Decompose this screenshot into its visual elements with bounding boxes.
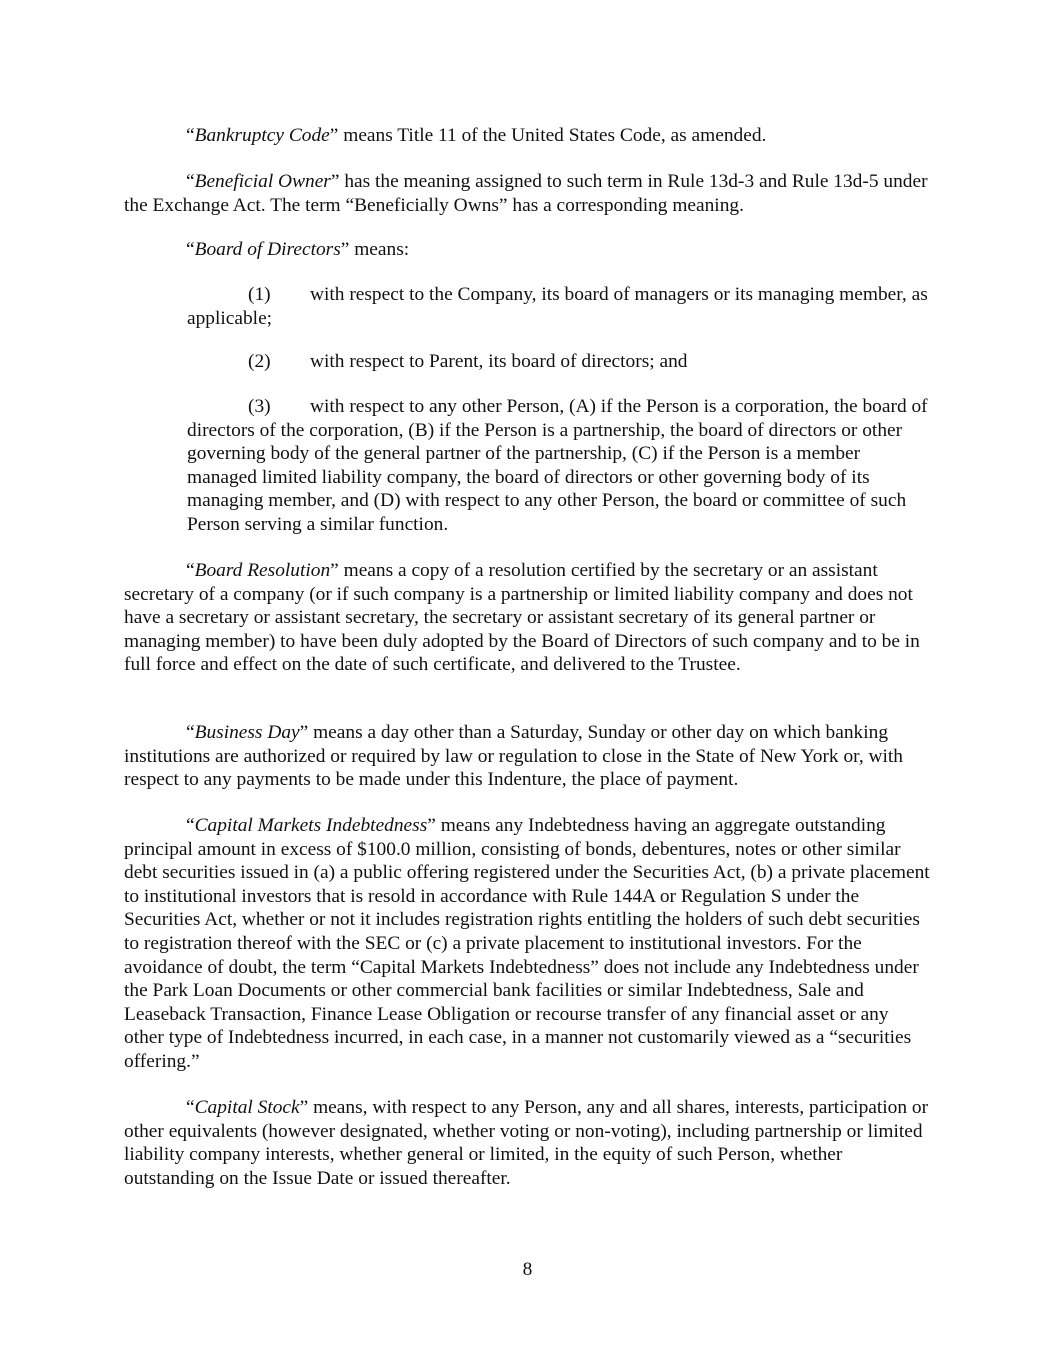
definition-board-of-directors: “Board of Directors” means: [186,239,410,260]
definition-text: means: [349,239,410,260]
definition-bankruptcy-code: “Bankruptcy Code” means Title 11 of the United States Code, as amended. [186,125,767,146]
definition-capital-markets-indebtedness: “Capital Markets Indebtedness” means any Indebtedness having an aggregate outstanding principal amount in excess of $100.0 million, consisting of bonds, debentures, notes or other similar debt securities issued in (a) a public offering registered under the Securities Act, (b) a private placement to institutional investors that is resold in accordance with Rule 144A or Regulation S under the Securities Act, whether or not it includes registration rights entitling the holders of such debt securities to registration thereof with the SEC or (c) a private placement to institutional investors. For the avoidance of doubt, the term “Capital Markets Indebtedness” does not include any Indebtedness under the Park Loan Documents or other commercial bank facilities or similar Indebtedness, Sale and Leaseback Transaction, Finance Lease Obligation or recourse transfer of any financial asset or any other type of Indebtedness incurred, in each case, in a manner not customarily viewed as a “securities offering.” [124,815,930,1072]
defined-term: Board Resolution [194,560,331,581]
definition-beneficial-owner: “Beneficial Owner” has the meaning assigned to such term in Rule 13d-3 and Rule 13d-5 under the Exchange Act. The term “Beneficially Owns” has a corresponding meaning. [124,171,928,216]
definition-text: means any Indebtedness having an aggregate outstanding principal amount in excess of $100.0 million, consisting of bonds, debentures, notes or other similar debt securities issued in (a) a public offering registered under the Securities Act, (b) a private placement to institutional investors that is resold in accordance with Rule 144A or Regulation S under the Securities Act, whether or not it includes registration rights entitling the holders of such debt securities to registration thereof with the SEC or (c) a private placement to institutional investors. For the avoidance of doubt, the term “Capital Markets Indebtedness” does not include any Indebtedness under the Park Loan Documents or other commercial bank facilities or similar Indebtedness, Sale and Leaseback Transaction, Finance Lease Obligation or recourse transfer of any financial asset or any other type of Indebtedness incurred, in each case, in a manner not customarily viewed as a “securities offering.” [124,815,930,1072]
item-number: (1) [248,284,271,305]
board-of-directors-item-2 [187,350,932,374]
item-text: with respect to Parent, its board of directors; and [310,351,688,372]
definition-text: means a day other than a Saturday, Sunday or other day on which banking institutions are authorized or required by law or regulation to close in the State of New York or, with respect to any payments to be made under this Indenture, the place of payment. [124,722,903,791]
item-text: with respect to any other Person, (A) if the Person is a corporation, the board of directors of the corporation, (B) if the Person is a partnership, the board of directors or other governing body of the general partner of the partnership, (C) if the Person is a member managed limited liability company, the board of directors or other governing body of its managing member, and (D) with respect to any other Person, the board or committee of such Person serving a similar function. [187,396,928,535]
defined-term: Business Day [194,722,300,743]
defined-term: Board of Directors [194,239,341,260]
defined-term: Capital Markets Indebtedness [194,815,428,836]
defined-term: Bankruptcy Code [194,125,330,146]
definition-board-resolution: “Board Resolution” means a copy of a resolution certified by the secretary or an assistant secretary of a company (or if such company is a partnership or limited liability company and does not have a secretary or assistant secretary, the secretary or assistant secretary of its general partner or managing member) to have been duly adopted by the Board of Directors of such company and to be in full force and effect on the date of such certificate, and delivered to the Trustee. [124,560,920,676]
page-number: 8 [522,1259,533,1280]
defined-term: Capital Stock [194,1097,300,1118]
definition-capital-stock: “Capital Stock” means, with respect to any Person, any and all shares, interests, participation or other equivalents (however designated, whether voting or non-voting), including partnership or limited liability company interests, whether general or limited, in the equity of such Person, whether outstanding on the Issue Date or issued thereafter. [124,1097,929,1189]
definition-text: means Title 11 of the United States Code, as amended. [338,125,767,146]
definition-text: means a copy of a resolution certified by the secretary or an assistant secretary of a company (or if such company is a partnership or limited liability company and does not have a secretary or assistant secretary, the secretary or assistant secretary of its general partner or managing member) to have been duly adopted by the Board of Directors of such company and to be in full force and effect on the date of such certificate, and delivered to the Trustee. [124,560,920,676]
item-number: (3) [248,396,271,417]
definition-business-day: “Business Day” means a day other than a Saturday, Sunday or other day on which banking institutions are authorized or required by law or regulation to close in the State of New York or, with respect to any payments to be made under this Indenture, the place of payment. [124,722,903,791]
board-of-directors-item-3 [187,395,932,537]
definition-text: means, with respect to any Person, any and all shares, interests, participation or other equivalents (however designated, whether voting or non-voting), including partnership or limited liability company interests, whether general or limited, in the equity of such Person, whether outstanding on the Issue Date or issued thereafter. [124,1097,929,1189]
item-text: with respect to the Company, its board of managers or its managing member, as applicable; [187,284,928,329]
definition-text: has the meaning assigned to such term in Rule 13d-3 and Rule 13d-5 under the Exchange Act. The term “Beneficially Owns” has a corresponding meaning. [124,171,928,216]
item-number: (2) [248,351,271,372]
defined-term: Beneficial Owner [194,171,331,192]
board-of-directors-item-1 [187,283,932,330]
